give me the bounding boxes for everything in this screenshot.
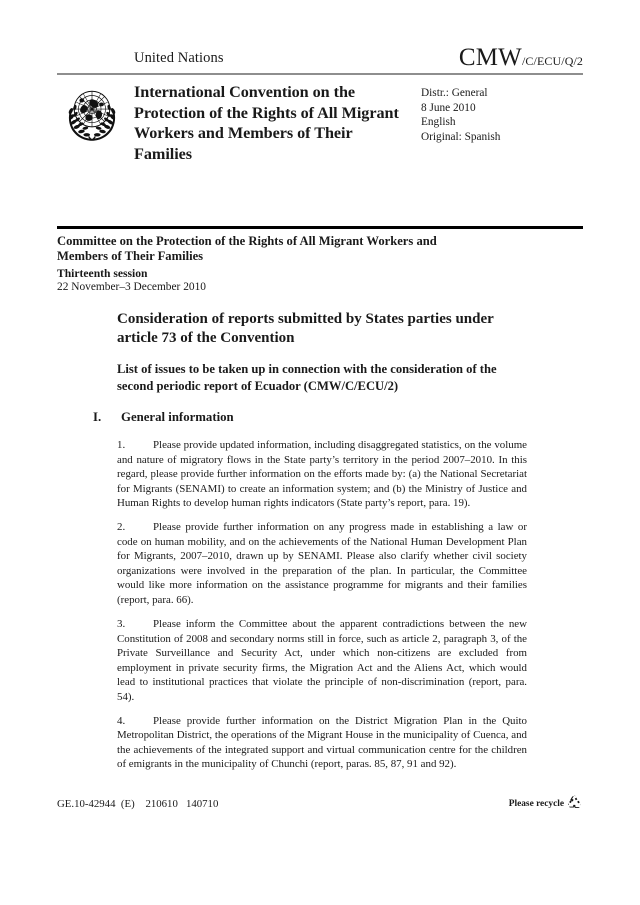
section-number: I. bbox=[93, 410, 102, 424]
convention-title: International Convention on the Protection of the Rights of All Migrant Workers and Members of Their Families bbox=[134, 83, 399, 163]
paragraph-text: Please provide updated information, including disaggregated statistics, on the volume and nature of migratory flows in the State party’s territory in the period 2007–2010. In this regard, please provide further information on the efforts made by: (a) the National Secretariat for Migrants (SENAMI) to create an information system; and (b) the Ministry of Justice and Human Rights to develop human rights indicators (State party’s report, para. 19). bbox=[117, 439, 527, 510]
body-content bbox=[117, 438, 527, 781]
recycle-label: Please recycle bbox=[508, 799, 564, 810]
distribution-original: Original: Spanish bbox=[421, 130, 501, 143]
document-symbol bbox=[459, 44, 583, 72]
paragraph-number: 1. bbox=[117, 439, 126, 451]
distribution-date: 8 June 2010 bbox=[421, 101, 476, 114]
paragraph-text: Please inform the Committee about the apparent contradictions between the new Constitution of 2008 and secondary norms still in force, such as article 2, paragraph 3, of the Private Surveillance and Security Act, under which non-citizens are excluded from employment in private security firms, the Migration Act and the Aliens Act, which would lead to institutional practices that violate the principle of non-discrimination (report, para. 54). bbox=[117, 618, 527, 703]
distribution-block bbox=[421, 86, 500, 144]
document-title-heading: List of issues to be taken up in connection with the consideration of the second periodic report of Ecuador (CMW/C/ECU/2) bbox=[117, 362, 497, 393]
agenda-item-heading: Consideration of reports submitted by States parties under article 73 of the Convention bbox=[117, 311, 494, 346]
recycle-notice bbox=[509, 794, 583, 814]
paragraph bbox=[117, 520, 527, 607]
document-symbol-main: CMW bbox=[458, 44, 522, 71]
paragraph-text: Please provide further information on the District Migration Plan in the Quito Metropolitan District, the operations of the Migrant House in the municipality of Cuenca, and the achievements of the integrated support and virtual communication centre for the children of emigrants in the municipality of Chunchi (report, paras. 85, 87, 91 and 92). bbox=[117, 714, 527, 771]
committee-name: Committee on the Protection of the Rights of All Migrant Workers and Members of Their Families bbox=[57, 234, 437, 264]
organization-name: United Nations bbox=[134, 50, 224, 66]
committee-block bbox=[57, 234, 477, 293]
masthead bbox=[57, 44, 583, 72]
paragraph bbox=[117, 714, 527, 772]
job-number: GE.10-42944 (E) 210610 140710 bbox=[57, 798, 219, 810]
session-dates: 22 November–3 December 2010 bbox=[57, 280, 206, 293]
paragraph-number: 2. bbox=[117, 521, 126, 534]
paragraph bbox=[117, 617, 527, 704]
page-footer bbox=[57, 798, 583, 818]
un-emblem bbox=[59, 80, 125, 146]
section-heading bbox=[93, 410, 523, 425]
committee-divider bbox=[57, 226, 583, 229]
section-title: General information bbox=[121, 410, 234, 424]
distribution-type: Distr.: General bbox=[421, 87, 488, 99]
paragraph-number: 3. bbox=[117, 618, 126, 631]
paragraph-text: Please provide further information on any progress made in establishing a law or code on human mobility, and on the achievements of the National Human Development Plan for Migrants, 2007–2010, drawn up by SENAMI. Please also clarify whether civil society organizations were involved in the preparation of the plan. In particular, the Committee would like more information on the assistance programme for migrants and their families (report, para. 66). bbox=[117, 521, 527, 606]
document-symbol-suffix: /C/ECU/Q/2 bbox=[521, 54, 583, 68]
distribution-language: English bbox=[421, 116, 456, 129]
masthead-divider bbox=[57, 73, 583, 75]
paragraph bbox=[117, 438, 527, 511]
recycle-icon bbox=[566, 794, 583, 814]
paragraph-number: 4. bbox=[117, 714, 126, 727]
session-label: Thirteenth session bbox=[57, 266, 148, 280]
